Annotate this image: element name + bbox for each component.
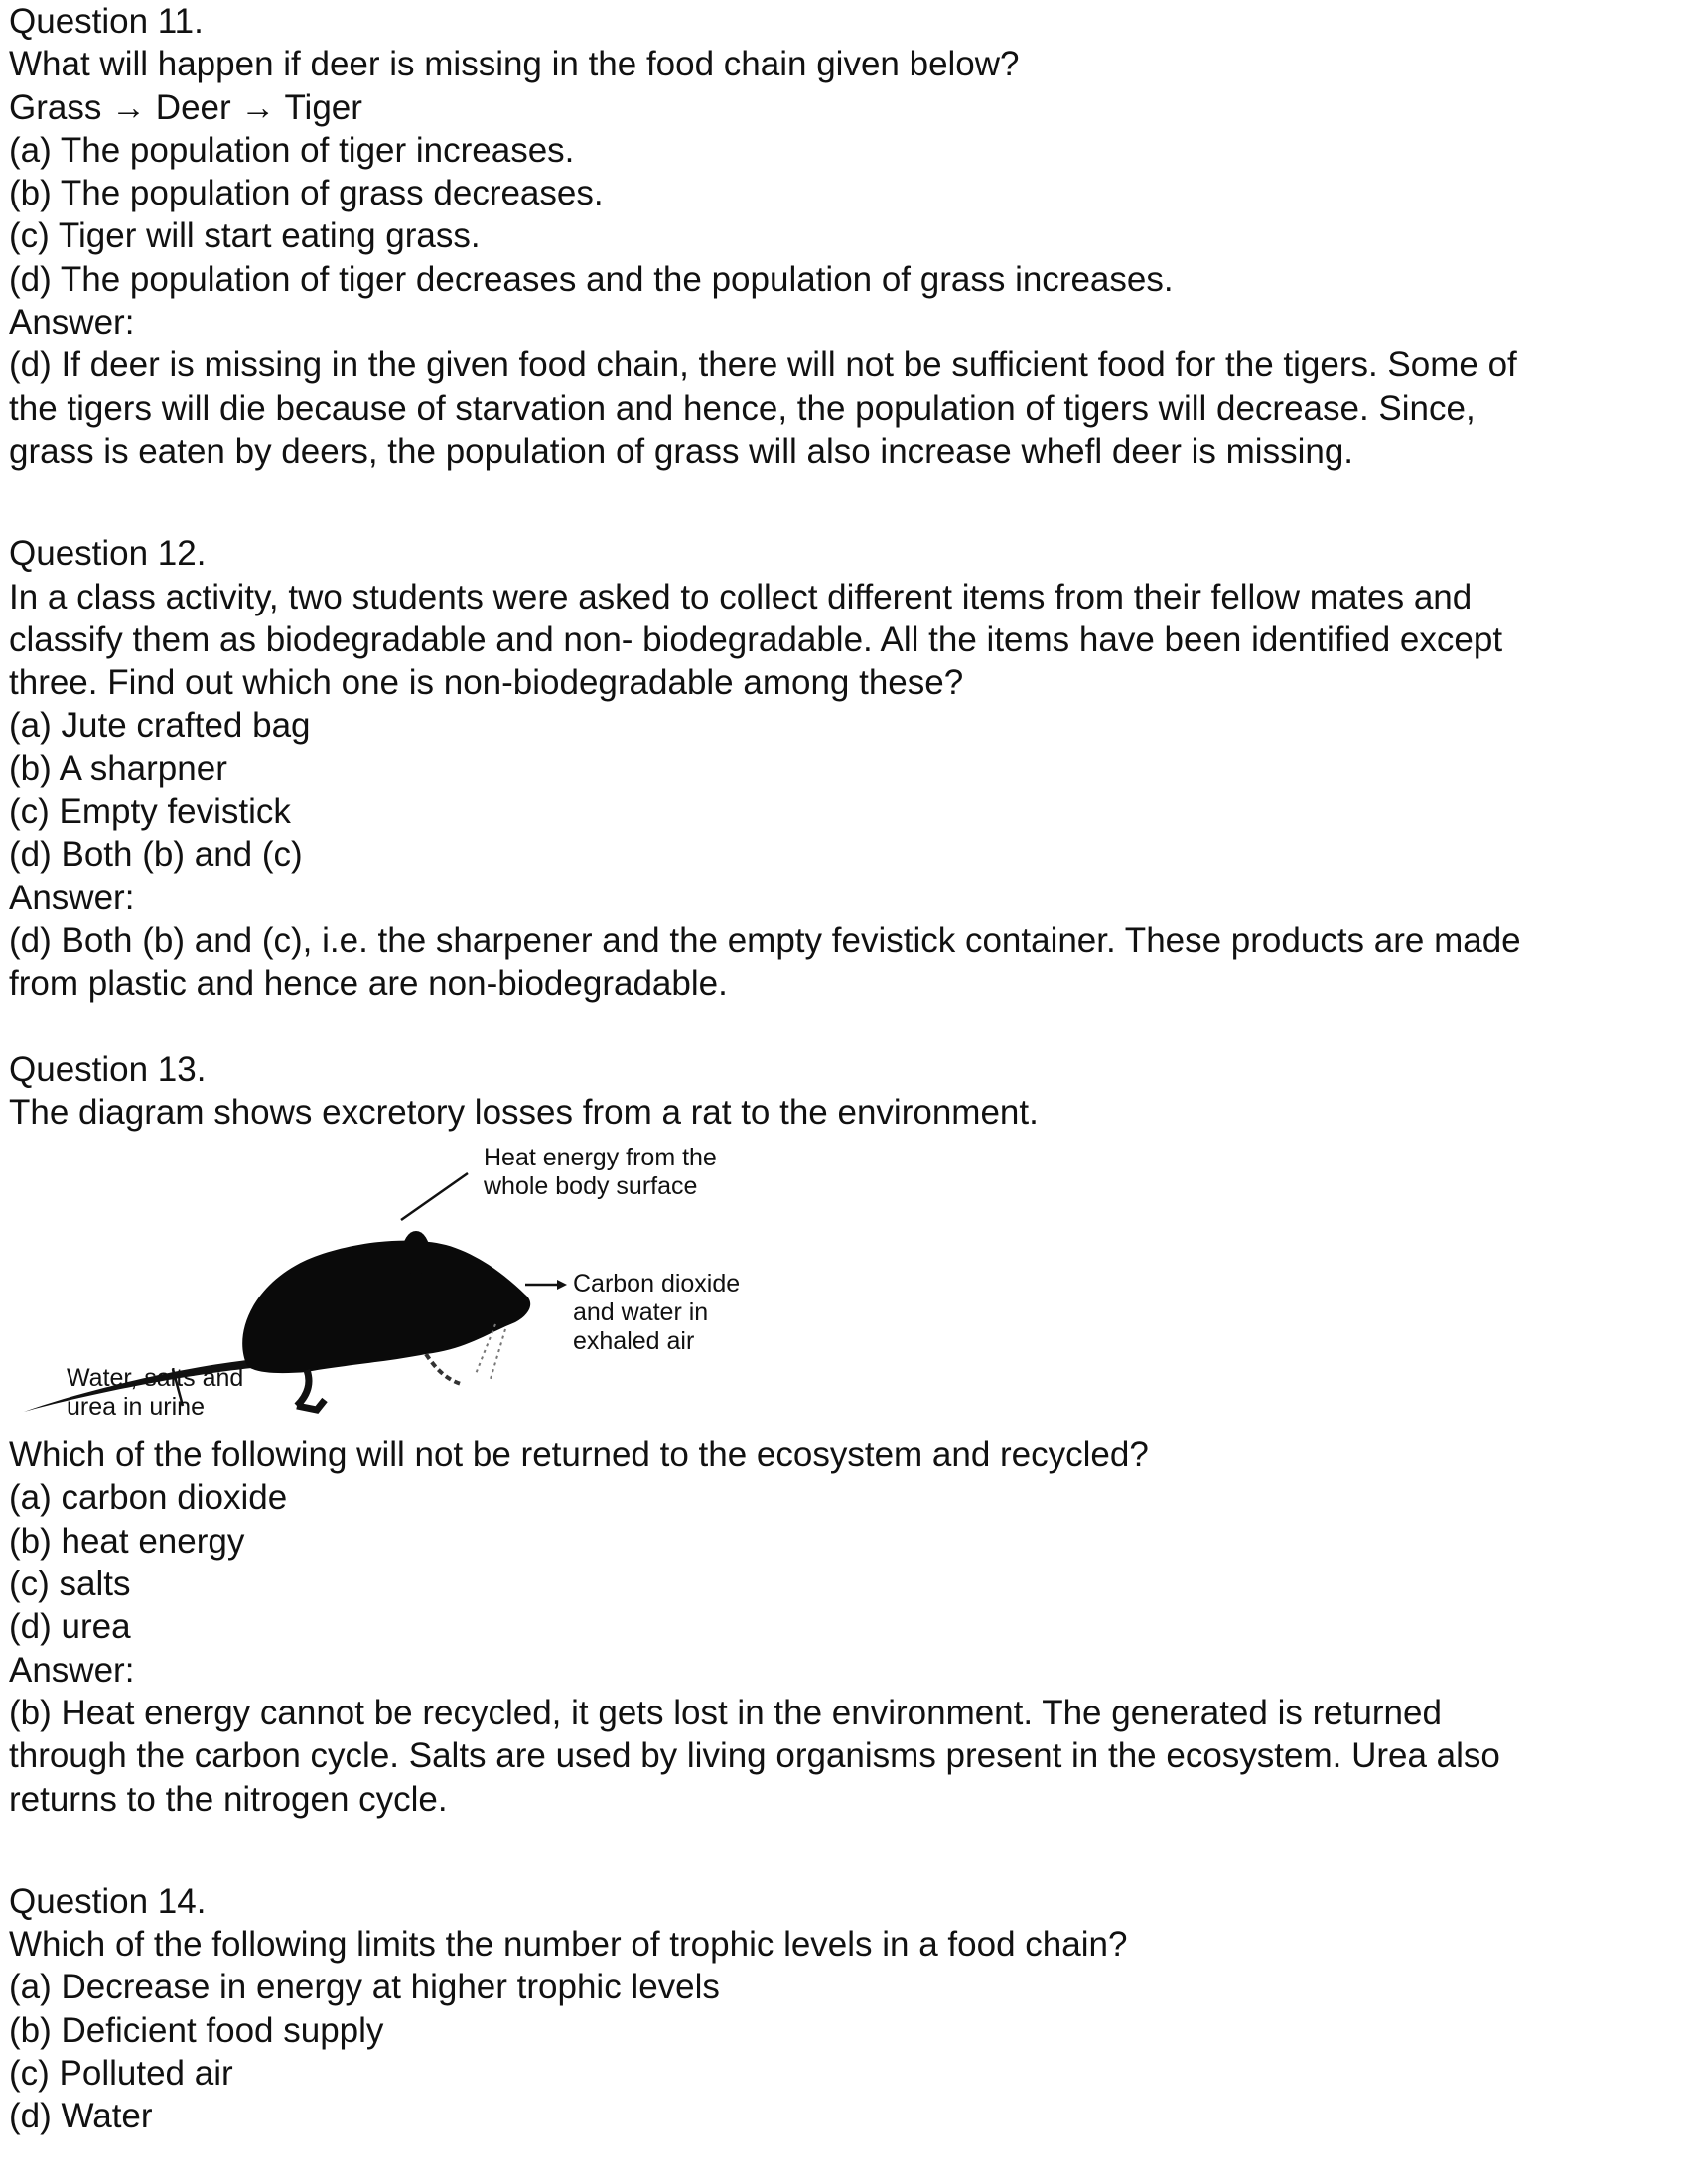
urine-label-line-1: Water, salts and xyxy=(67,1364,244,1393)
option-b: (b) Deficient food supply xyxy=(9,2010,384,2050)
rat-body xyxy=(242,1241,530,1373)
rat-excretion-diagram xyxy=(9,1136,1101,1433)
question-14 xyxy=(9,1880,1688,2138)
question-title: Question 11. xyxy=(9,2,204,41)
option-a: (a) Decrease in energy at higher trophic levels xyxy=(9,1968,720,2007)
option-b: (b) heat energy xyxy=(9,1521,245,1561)
question-title: Question 14. xyxy=(9,1881,207,1921)
option-c: (c) Empty fevistick xyxy=(9,792,291,832)
option-b: (b) The population of grass decreases. xyxy=(9,174,604,213)
answer-text: (d) Both (b) and (c), i.e. the sharpener and the empty fevistick container. These products are made xyxy=(9,920,1521,960)
option-c: (c) salts xyxy=(9,1565,131,1604)
answer-text: through the carbon cycle. Salts are used by living organisms present in the ecosystem. Urea also xyxy=(9,1736,1500,1776)
heat-label-line-2: whole body surface xyxy=(484,1172,698,1201)
question-prompt: The diagram shows excretory losses from a rat to the environment. xyxy=(9,1092,1039,1132)
answer-text: the tigers will die because of starvation and hence, the population of tigers will decrease. Since, xyxy=(9,388,1476,428)
answer-label: Answer: xyxy=(9,1650,135,1690)
question-11 xyxy=(9,0,1688,473)
question-prompt: Which of the following will not be returned to the ecosystem and recycled? xyxy=(9,1435,1149,1475)
answer-text: (d) If deer is missing in the given food chain, there will not be sufficient food for the tigers. Some of xyxy=(9,345,1517,385)
option-d: (d) urea xyxy=(9,1607,131,1647)
option-d: (d) The population of tiger decreases and the population of grass increases. xyxy=(9,259,1174,299)
question-prompt: three. Find out which one is non-biodegradable among these? xyxy=(9,663,964,703)
option-a: (a) Jute crafted bag xyxy=(9,706,311,746)
co2-label-line-2: and water in xyxy=(573,1298,709,1327)
rat-front-leg xyxy=(426,1354,461,1384)
co2-arrow-head xyxy=(557,1280,567,1290)
food-chain: Grass → Deer → Tiger xyxy=(9,87,362,127)
option-a: (a) The population of tiger increases. xyxy=(9,130,575,170)
option-a: (a) carbon dioxide xyxy=(9,1478,288,1518)
option-c: (c) Tiger will start eating grass. xyxy=(9,216,481,256)
question-prompt: Which of the following limits the number of trophic levels in a food chain? xyxy=(9,1925,1128,1965)
question-13 xyxy=(9,1048,1688,1821)
answer-label: Answer: xyxy=(9,303,135,342)
option-d: (d) Water xyxy=(9,2097,153,2136)
rat-ear xyxy=(402,1231,430,1275)
question-title: Question 12. xyxy=(9,534,207,574)
co2-label-line-1: Carbon dioxide xyxy=(573,1270,741,1298)
co2-label-line-3: exhaled air xyxy=(573,1327,695,1356)
answer-text: from plastic and hence are non-biodegradable. xyxy=(9,964,728,1004)
option-b: (b) A sharpner xyxy=(9,749,227,788)
answer-label: Answer: xyxy=(9,878,135,917)
question-prompt: What will happen if deer is missing in the food chain given below? xyxy=(9,45,1020,84)
question-prompt: classify them as biodegradable and non- biodegradable. All the items have been identified except xyxy=(9,619,1503,659)
urine-label-line-2: urea in urine xyxy=(67,1393,205,1422)
question-12 xyxy=(9,532,1688,1005)
answer-text: returns to the nitrogen cycle. xyxy=(9,1779,448,1819)
answer-text: (b) Heat energy cannot be recycled, it gets lost in the environment. The generated is returned xyxy=(9,1693,1442,1732)
question-prompt: In a class activity, two students were asked to collect different items from their fellow mates and xyxy=(9,577,1473,616)
option-d: (d) Both (b) and (c) xyxy=(9,835,303,875)
heat-label-line-1: Heat energy from the xyxy=(484,1144,717,1172)
question-title: Question 13. xyxy=(9,1049,207,1089)
rat-hind-leg xyxy=(297,1370,325,1410)
option-c: (c) Polluted air xyxy=(9,2053,233,2093)
heat-pointer-line xyxy=(401,1173,468,1220)
answer-text: grass is eaten by deers, the population of grass will also increase whefl deer is missing. xyxy=(9,431,1354,471)
